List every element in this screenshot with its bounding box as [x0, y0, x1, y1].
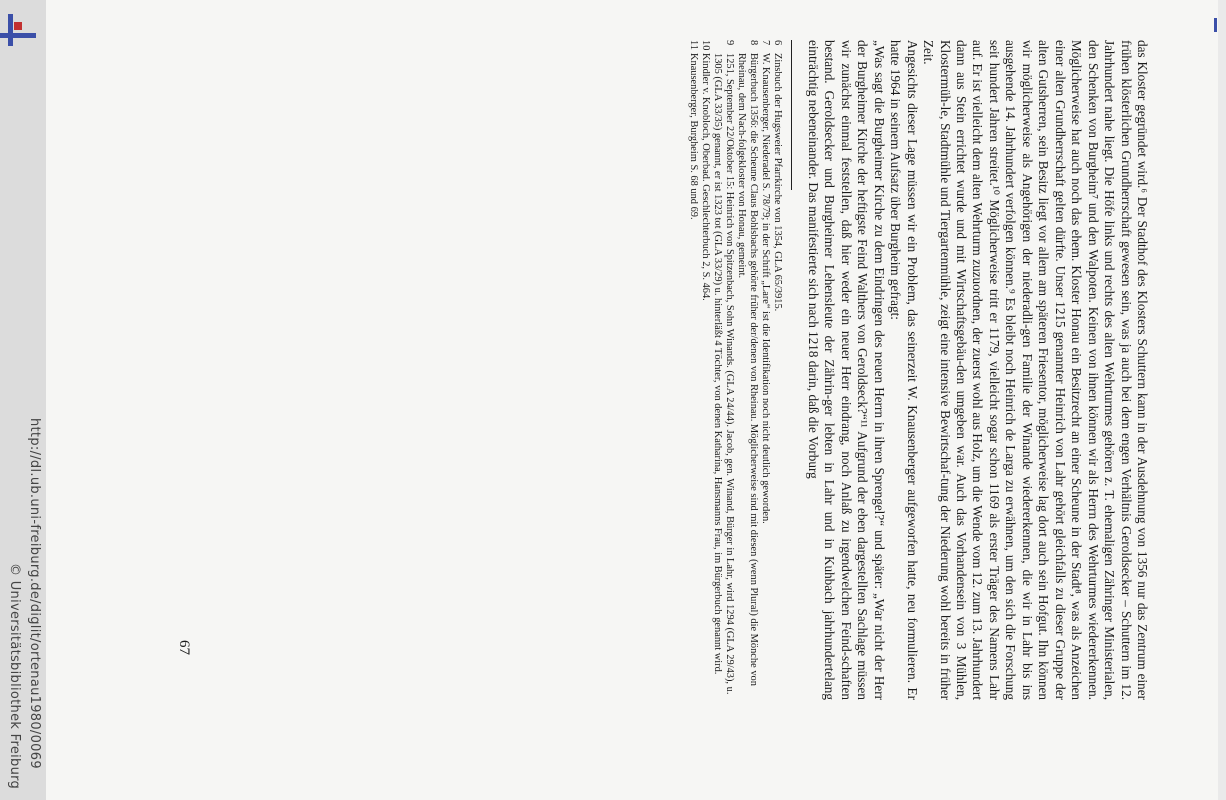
footnote-number: 6: [772, 40, 784, 46]
body-paragraph-3: „Was sagt die Burgheimer Kirche zu dem Eindringen des neuen Herrn in ihren Sprengel?“ und später: „War nicht der Herr der Burgheimer Kirche der heftigste Feind Walthers von Geroldseck?“¹¹ Aufgrund der eben dargestellten Sachlage müssen wir zunächst einmal feststellen, daß hier weder ein neuer Herr eindrang, noch Anlaß zu irgendwelchen Feind-schaften bestand. Geroldsecker und Burgheimer Lehensleute der Zährin-ger lebten in Lahr und in Kuhbach jahrhundertelang einträchtig nebeneinander. Das manifestierte sich nach 1218 darin, daß die Vorburg: [805, 40, 887, 700]
footnote-text: Kindler v. Knobloch, Oberbad. Geschlechterbuch 2, S. 464.: [699, 53, 711, 301]
footnote-text: W. Knausenberger, Niederadel S. 78/79; in der Schrift „Lare“ ist die Identifikation noch nicht deutlich geworden.: [760, 53, 772, 524]
copyright-stamp: © Universitätsbibliothek Freiburg: [7, 563, 22, 790]
footnote-rule: [791, 40, 792, 190]
footnote-text: Bürgerbuch 1356: die Scheune Claus Bohlsbachs gehörte früher der/denen von Rheinau. Möglicherweise sind mit diesen (wenn Plural) die Mönche von Rheinau, dem Nach-folgekloster von Honau, gemeint.: [736, 53, 760, 686]
footnote-text: Zinsbuch der Hugsweier Pfarrkirche von 1354, GLA 65/3915.: [772, 53, 784, 312]
footnote-number: 8: [748, 40, 760, 46]
footnotes: [687, 40, 784, 700]
footnote-text: Knausenberger, Burgheim S. 68 und 69.: [687, 53, 699, 220]
footnote-number: 10: [699, 40, 711, 51]
footnote-number: 11: [687, 40, 699, 51]
footnote: [735, 40, 759, 700]
footnote: [699, 40, 711, 700]
footnote-number: 9: [724, 40, 736, 46]
body-paragraph-2: Angesichts dieser Lage müssen wir ein Problem, das seinerzeit W. Knausenberger aufgeworfen hatte, neu formulieren. Er hatte 1964 in seinem Aufsatz über Burgheim gefragt:: [888, 40, 920, 700]
footnote-number: 7: [760, 40, 772, 46]
source-url-stamp: http://dl.ub.uni-freiburg.de/diglit/ortenau1980/0069: [27, 418, 42, 769]
footnote: [771, 40, 783, 700]
rotated-document-content: [150, 40, 1150, 700]
footnote: [687, 40, 699, 700]
footnote: [759, 40, 771, 700]
body-paragraph-1: das Kloster gegründet wird.⁶ Der Stadthof des Klosters Schuttern kann in der Ausdehnung von 1356 nur das Zentrum einer frühen klösterlichen Grundherrschaft gewesen sein, was ja auch bei dem engen Verhältnis Geroldsecker – Schuttern im 12. Jahrhundert nahe liegt. Die Höfe links und rechts des alten Wehrturmes gehören z. T. ehemaligen Zähringer Ministerialen, den Schenken von Burgheim⁷ und den Walpoten. Keinen von ihnen können wir als Herrn des Wehrturmes wiedererkennen. Möglicherweise hat auch noch das ehem. Kloster Honau ein Besitzrecht an einer Scheune in der Stadt⁸, was als Anzeichen einer alten Grundherrschaft gelten dürfte. Unser 1215 genannter Heinrich von Lahr gehört gleichfalls zu dieser Gruppe der alten Gutsherren, sein Besitz liegt vor allem am späteren Friesentor, möglicherweise lag dort auch sein Hofgut. Ihn können wir möglicherweise als Angehörigen der niederadli-gen Familie der Winande wiedererkennen, die wir in Lahr bis ins ausgehende 14. Jahrhundert verfolgen können.⁹ Es bleibt noch Heinrich de Larga zu erwähnen, um den sich die Forschung seit hundert Jahren streitet.¹⁰ Möglicherweise tritt er 1179, vielleicht sogar schon 1169 als erster Träger des Namens Lahr auf. Er ist vielleicht dem alten Wehrturm zuzuordnen, der zuerst wohl aus Holz, um die Wende vom 12. zum 13. Jahrhundert dann aus Stein errichtet wurde und mit Wirtschaftsgebäu-den umgeben war. Auch das Vorhandensein von 3 Mühlen, Klostermüh-le, Stadtmühle und Tiergartenmühle, zeigt eine intensive Bewirtschaf-tung der Niederung wohl bereits in früher Zeit.: [921, 40, 1150, 700]
footnote: [711, 40, 735, 700]
footnote-text: 1251, September 22/Oktober 15: Heinrich von Spitzenbach, Sohn Winands. (GLA 24/44). Jacob, gen. Winand, Bürger in Lahr, wird 1294 (GLA 29/43), u. 1305 (GLA 33/35) genannt, er ist 1323 tot (GLA 33/29) u. hinterläßt 4 Töchter, von denen Katharina, Hansmanns Frau, im Bürgerbuch genannt wird.: [712, 53, 736, 695]
page-number: 67: [176, 640, 192, 655]
right-margin-strip: [1218, 0, 1226, 800]
